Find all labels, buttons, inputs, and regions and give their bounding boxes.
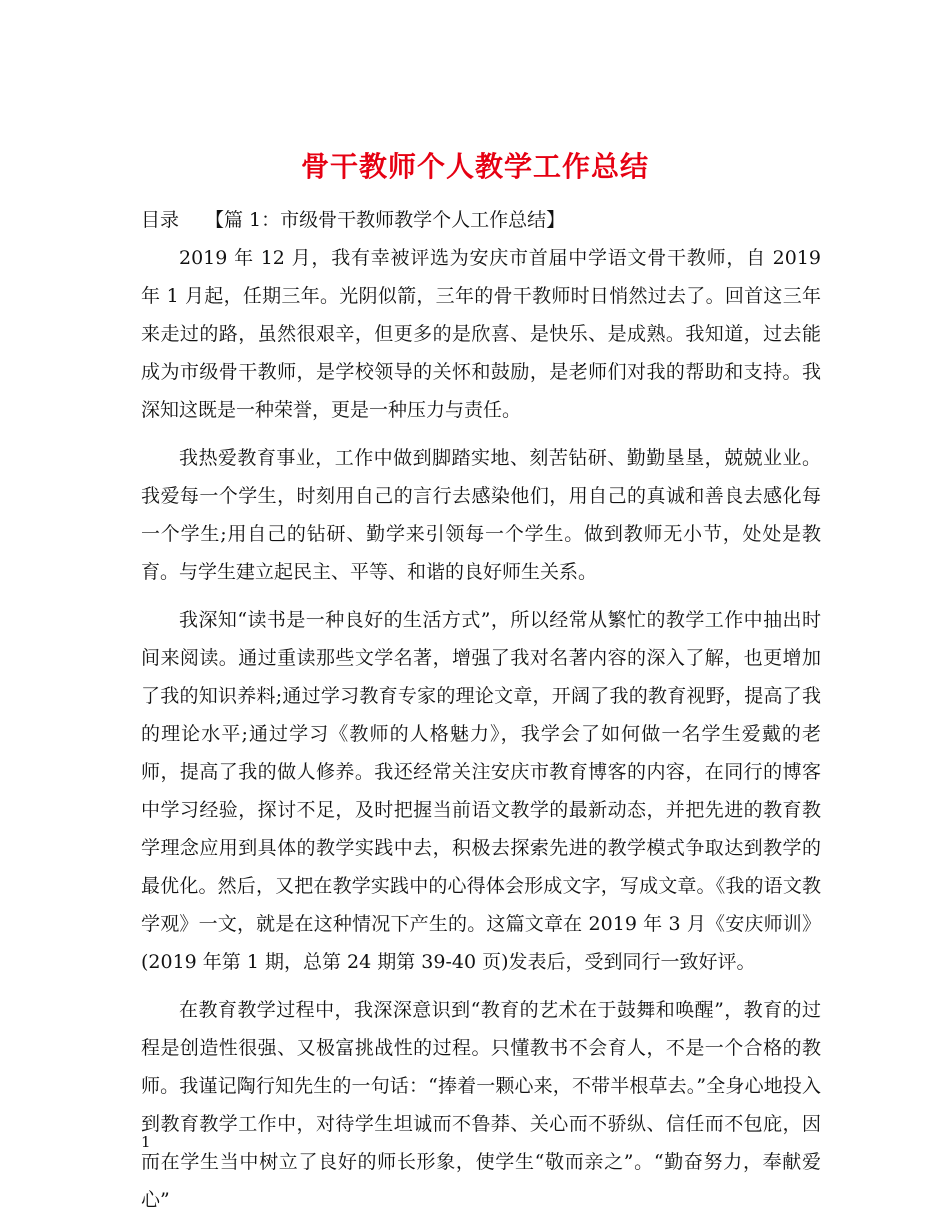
body-paragraph: 我热爱教育事业，工作中做到脚踏实地、刻苦钻研、勤勤垦垦，兢兢业业。我爱每一个学生，时刻用自己的言行去感染他们，用自己的真诚和善良去感化每一个学生;用自己的钻研、勤学来引领每一个学生。做到教师无小节，处处是教育。与学生建立起民主、平等、和谐的良好师生关系。: [141, 447, 821, 583]
page-number: 1: [141, 1133, 151, 1151]
body-paragraph: 2019 年 12 月，我有幸被评选为安庆市首届中学语文骨干教师，自 2019 年 1 月起，任期三年。光阴似箭，三年的骨干教师时日悄然过去了。回首这三年来走过的路，虽然很艰辛，但更多的是欣喜、是快乐、是成熟。我知道，过去能成为市级骨干教师，是学校领导的关怀和鼓励，是老师们对我的帮助和支持。我深知这既是一种荣誉，更是一种压力与责任。: [141, 247, 821, 421]
table-of-contents: [141, 201, 821, 239]
body-paragraph: 在教育教学过程中，我深深意识到“教育的艺术在于鼓舞和唤醒”，教育的过程是创造性很强、又极富挑战性的过程。只懂教书不会育人，不是一个合格的教师。我谨记陶行知先生的一句话：“捧着一颗心来，不带半根草去。”全身心地投入到教育教学工作中，对待学生坦诚而不鲁莽、关心而不骄纵、信任而不包庇，因而在学生当中树立了良好的师长形象，使学生“敬而亲之”。“勤奋努力，奉献爱心”: [141, 999, 821, 1211]
document-body: [141, 201, 821, 1219]
toc-label: 目录: [141, 209, 180, 231]
body-paragraph: 我深知“读书是一种良好的生活方式”，所以经常从繁忙的教学工作中抽出时间来阅读。通过重读那些文学名著，增强了我对名著内容的深入了解，也更增加了我的知识养料;通过学习教育专家的理论文章，开阔了我的教育视野，提高了我的理论水平;通过学习《教师的人格魅力》，我学会了如何做一名学生爱戴的老师，提高了我的做人修养。我还经常关注安庆市教育博客的内容，在同行的博客中学习经验，探讨不足，及时把握当前语文教学的最新动态，并把先进的教育教学理念应用到具体的教学实践中去，积极去探索先进的教学模式争取达到教学的最优化。然后，又把在教学实践中的心得体会形成文字，写成文章。《我的语文教学观》一文，就是在这种情况下产生的。这篇文章在 2019 年 3 月《安庆师训》(2019 年第 1 期，总第 24 期第 39-40 页)发表后，受到同行一致好评。: [141, 609, 821, 973]
document-title: 骨干教师个人教学工作总结: [300, 149, 649, 183]
toc-item: 【篇 1：市级骨干教师教学个人工作总结】: [205, 209, 566, 231]
